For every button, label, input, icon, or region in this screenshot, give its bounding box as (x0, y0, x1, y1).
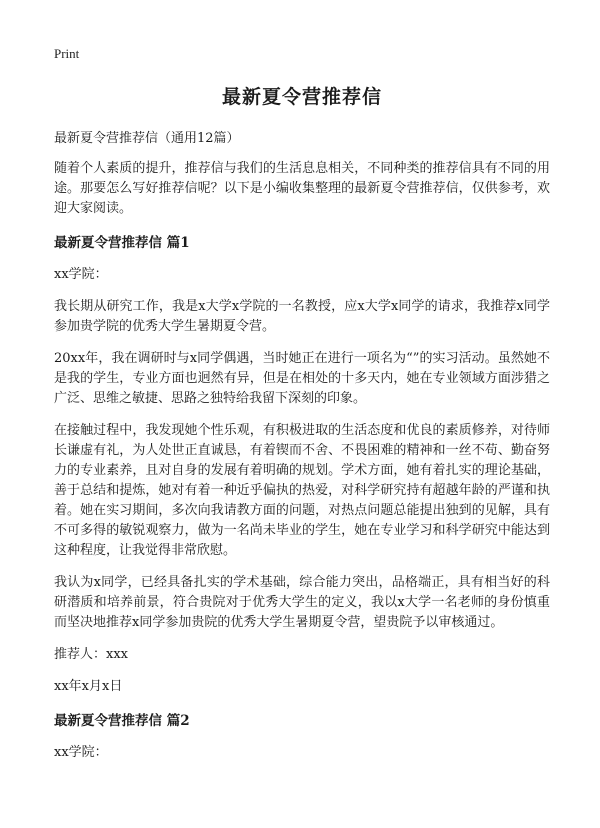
section-1-paragraph: 20xx年，我在调研时与x同学偶遇，当时她正在进行一项名为“”的实习活动。虽然她不是我的学生，专业方面也迥然有异，但是在相处的十多天内，她在专业领域方面涉猎之广泛、思维之敏捷、思路之独特给我留下深刻的印象。 (54, 351, 550, 406)
intro-paragraph: 随着个人素质的提升，推荐信与我们的生活息息相关，不同种类的推荐信具有不同的用途。那要怎么写好推荐信呢？以下是小编收集整理的最新夏令营推荐信，仅供参考，欢迎大家阅读。 (54, 161, 550, 216)
document-title: 最新夏令营推荐信 (221, 86, 382, 108)
document-body (54, 82, 550, 775)
section-1-heading: 最新夏令营推荐信 篇1 (54, 235, 190, 251)
section-1-paragraph: 我认为x同学，已经具备扎实的学术基础，综合能力突出，品格端正，具有相当好的科研潜质和培养前景，符合贵院对于优秀大学生的定义，我以x大学一名老师的身份慎重而坚决地推荐x同学参加贵院的优秀大学生暑期夏令营，望贵院予以审核通过。 (54, 575, 550, 630)
section-1-paragraph: 在接触过程中，我发现她个性乐观，有积极进取的生活态度和优良的素质修养，对待师长谦虚有礼，为人处世正直诚恳，有着锲而不舍、不畏困难的精神和一丝不苟、勤奋努力的专业素养，且对自身的发展有着明确的规划。学术方面，她有着扎实的理论基础，善于总结和提炼，她对有着一种近乎偏执的热爱，对科学研究持有超越年龄的严谨和执着。她在实习期间，多次向我请教方面的问题，对热点问题总能提出独到的见解，具有不可多得的敏锐观察力，做为一名尚未毕业的学生，她在专业学习和科学研究中能达到这种程度，让我觉得非常欣慰。 (54, 423, 550, 558)
section-1-recommender: 推荐人：xxx (54, 647, 128, 662)
print-link[interactable]: Print (54, 46, 80, 61)
section-2-heading: 最新夏令营推荐信 篇2 (54, 713, 190, 729)
section-2-salutation: xx学院： (54, 745, 108, 760)
section-1-paragraph: 我长期从研究工作，我是x大学x学院的一名教授，应x大学x同学的请求，我推荐x同学参加贵学院的优秀大学生暑期夏令营。 (54, 299, 550, 334)
section-1-date: xx年x月x日 (54, 679, 123, 694)
document-subtitle: 最新夏令营推荐信（通用12篇） (54, 131, 240, 146)
section-1-salutation: xx学院： (54, 267, 108, 282)
